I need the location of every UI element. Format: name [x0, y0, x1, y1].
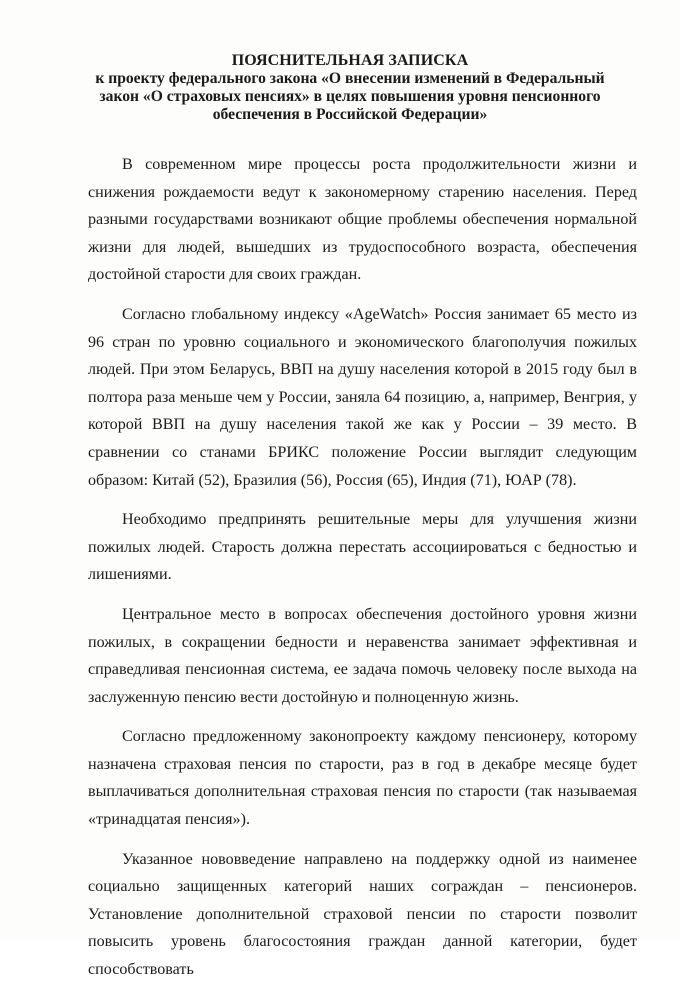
document-body [88, 151, 637, 996]
paragraph: Необходимо предпринять решительные меры для улучшения жизни пожилых людей. Старость должна перестать ассоциироваться с бедностью и лишениями. [88, 511, 637, 584]
paragraph: В современном мире процессы роста продолжительности жизни и снижения рождаемости ведут к закономерному старению населения. Перед разными государствами возникают общие проблемы обеспечения нормальной жизни для людей, вышедших из трудоспособного возраста, обеспечения достойной старости для своих граждан. [88, 156, 637, 284]
paragraph: Центральное место в вопросах обеспечения достойного уровня жизни пожилых, в сокращении бедности и неравенства занимает эффективная и справедливая пенсионная система, ее задача помочь человеку после выхода на заслуженную пенсию вести достойную и полноценную жизнь. [88, 605, 637, 706]
document-header [60, 52, 640, 124]
paragraph: Согласно предложенному законопроекту каждому пенсионеру, которому назначена страховая пенсия по старости, раз в год в декабре месяце будет выплачиваться дополнительная страховая пенсия по старости (так называемая «тринадцатая пенсия»). [88, 728, 637, 829]
paragraph: Указанное нововведение направлено на поддержку одной из наименее социально защищенных категорий наших сограждан – пенсионеров. Установление дополнительной страховой пенсии по старости позволит повысить уровень благосостояния граждан данной категории, будет способствовать [88, 850, 637, 979]
paragraph: Согласно глобальному индексу «AgeWatch» Россия занимает 65 место из 96 стран по уровню социального и экономического благополучия пожилых людей. При этом Беларусь, ВВП на душу населения которой в 2015 году был в полтора раза меньше чем у России, заняла 64 позицию, а, например, Венгрия, у которой ВВП на душу населения такой же как у России – 39 место. В сравнении со станами БРИКС положение России выглядит следующим образом: Китай (52), Бразилия (56), Россия (65), Индия (71), ЮАР (78). [88, 305, 637, 489]
document-subtitle-line: закон «О страховых пенсиях» в целях повышения уровня пенсионного [99, 88, 601, 105]
document-title: ПОЯСНИТЕЛЬНАЯ ЗАПИСКА [231, 52, 469, 69]
document-subtitle-line: обеспечения в Российской Федерации» [212, 106, 488, 123]
document-subtitle-line: к проекту федерального закона «О внесении изменений в Федеральный [95, 70, 605, 87]
